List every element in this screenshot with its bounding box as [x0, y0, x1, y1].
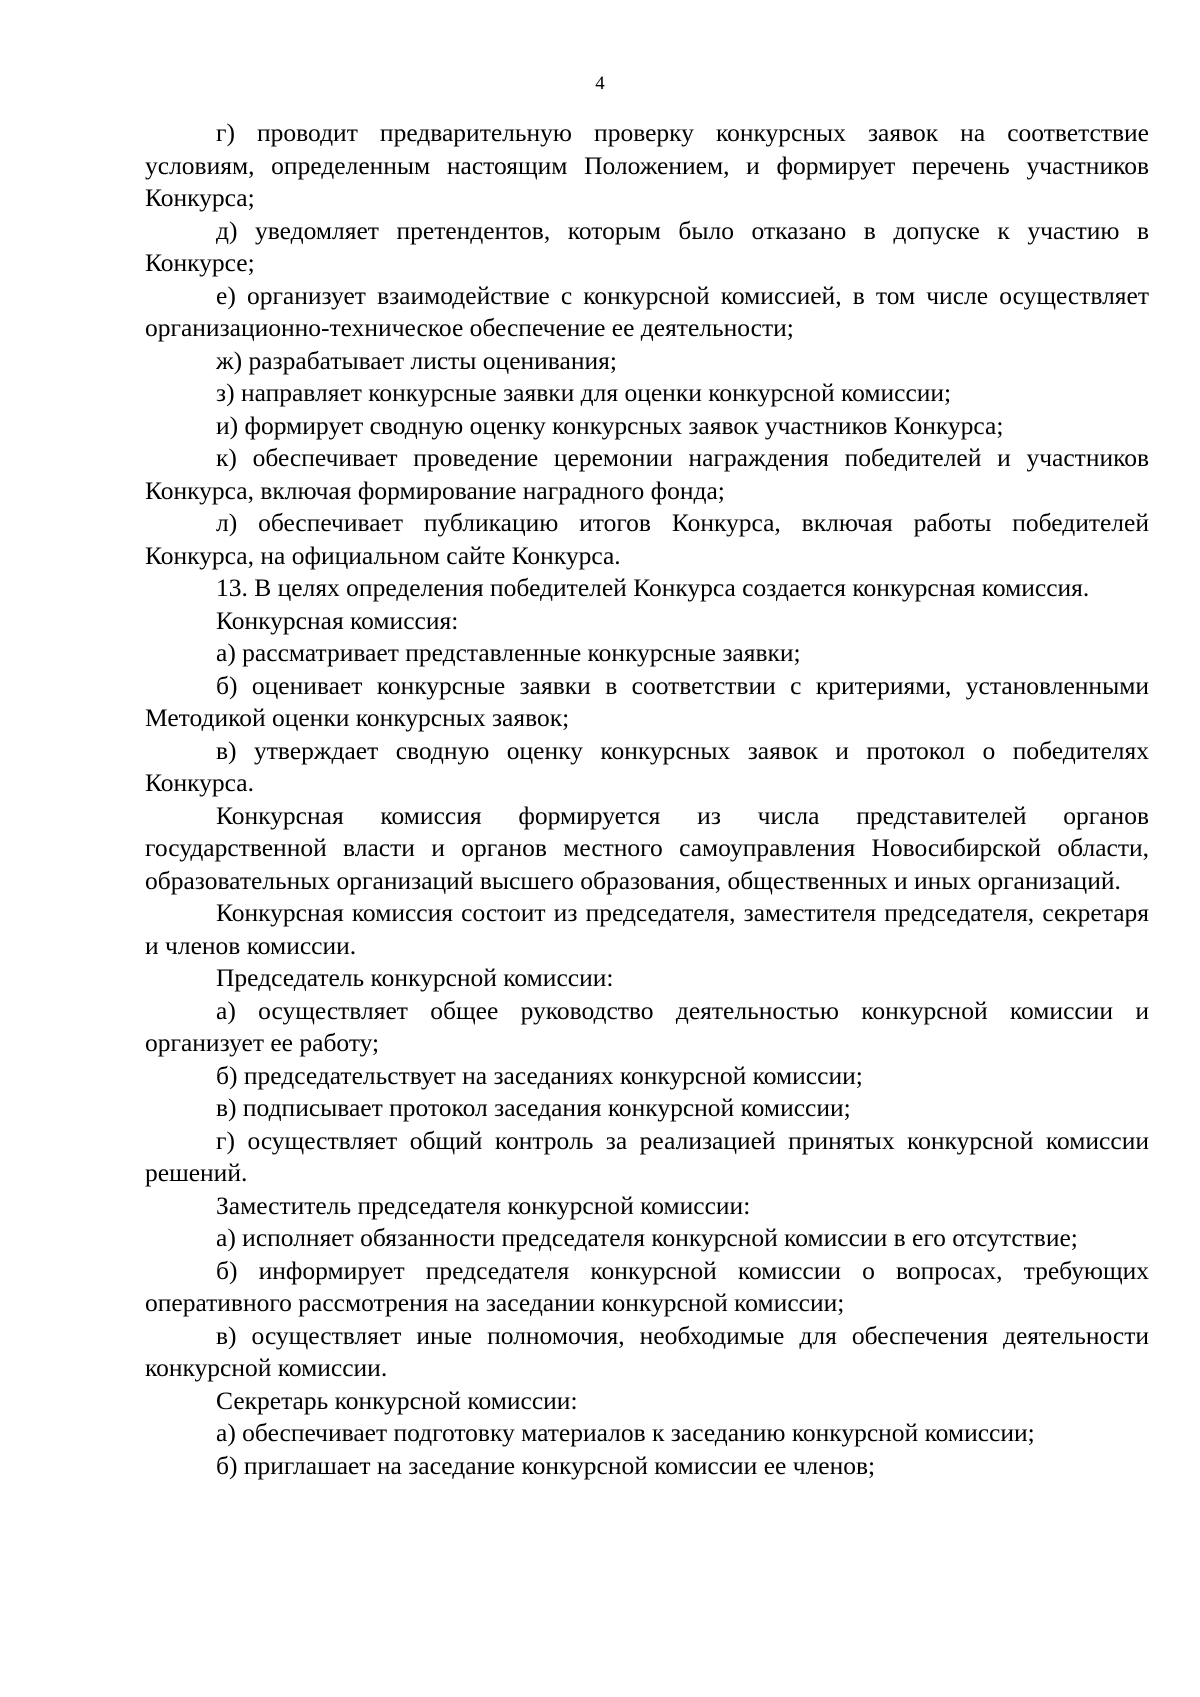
paragraph: Председатель конкурсной комиссии: — [216, 963, 614, 992]
paragraph: г) осуществляет общий контроль за реализацией принятых конкурсной комиссии решений. — [145, 1125, 1149, 1187]
paragraph: Заместитель председателя конкурсной комиссии: — [216, 1190, 751, 1220]
paragraph: к) обеспечивает проведение церемонии награждения победителей и участников Конкурса, включая формирование наградного фонда; — [145, 443, 1149, 505]
paragraph: ж) разрабатывает листы оценивания; — [216, 345, 617, 375]
paragraph: а) рассматривает представленные конкурсные заявки; — [216, 638, 801, 667]
paragraph: 13. В целях определения победителей Конкурса создается конкурсная комиссия. — [216, 573, 1090, 602]
paragraph: е) организует взаимодействие с конкурсной комиссией, в том числе осуществляет организационно-техническое обеспечение ее деятельности; — [145, 280, 1149, 342]
paragraph: а) исполняет обязанности председателя конкурсной комиссии в его отсутствие; — [216, 1223, 1078, 1252]
paragraph: г) проводит предварительную проверку конкурсных заявок на соответствие условиям, определенным настоящим Положением, и формирует перечень участников Конкурса; — [145, 118, 1149, 212]
paragraph: а) осуществляет общее руководство деятельностью конкурсной комиссии и организует ее работу; — [145, 995, 1149, 1057]
paragraph: б) оценивает конкурсные заявки в соответствии с критериями, установленными Методикой оценки конкурсных заявок; — [145, 670, 1149, 732]
paragraph: и) формирует сводную оценку конкурсных заявок участников Конкурса; — [216, 410, 1004, 440]
paragraph: в) утверждает сводную оценку конкурсных заявок и протокол о победителях Конкурса. — [145, 735, 1149, 797]
paragraph: б) приглашает на заседание конкурсной комиссии ее членов; — [216, 1450, 876, 1480]
paragraph: л) обеспечивает публикацию итогов Конкурса, включая работы победителей Конкурса, на официальном сайте Конкурса. — [145, 508, 1149, 570]
paragraph: Конкурсная комиссия состоит из председателя, заместителя председателя, секретаря и членов комиссии. — [145, 898, 1149, 960]
paragraph: Конкурсная комиссия формируется из числа представителей органов государственной власти и органов местного самоуправления Новосибирской области, образовательных организаций высшего образования, общественных и иных организаций. — [145, 800, 1149, 895]
page-number: 4 — [595, 73, 605, 94]
paragraph: б) председательствует на заседаниях конкурсной комиссии; — [216, 1060, 863, 1090]
paragraph: а) обеспечивает подготовку материалов к заседанию конкурсной комиссии; — [216, 1418, 1035, 1447]
paragraph: б) информирует председателя конкурсной комиссии о вопросах, требующих оперативного рассмотрения на заседании конкурсной комиссии; — [145, 1255, 1149, 1317]
paragraph: в) подписывает протокол заседания конкурсной комиссии; — [216, 1093, 851, 1122]
paragraph: д) уведомляет претендентов, которым было отказано в допуске к участию в Конкурсе; — [145, 215, 1149, 277]
paragraph: Секретарь конкурсной комиссии: — [216, 1385, 578, 1415]
paragraph: Конкурсная комиссия: — [216, 605, 459, 635]
paragraph: з) направляет конкурсные заявки для оценки конкурсной комиссии; — [216, 378, 952, 407]
paragraph: в) осуществляет иные полномочия, необходимые для обеспечения деятельности конкурсной комиссии. — [145, 1320, 1149, 1382]
document-body — [145, 117, 1149, 1482]
